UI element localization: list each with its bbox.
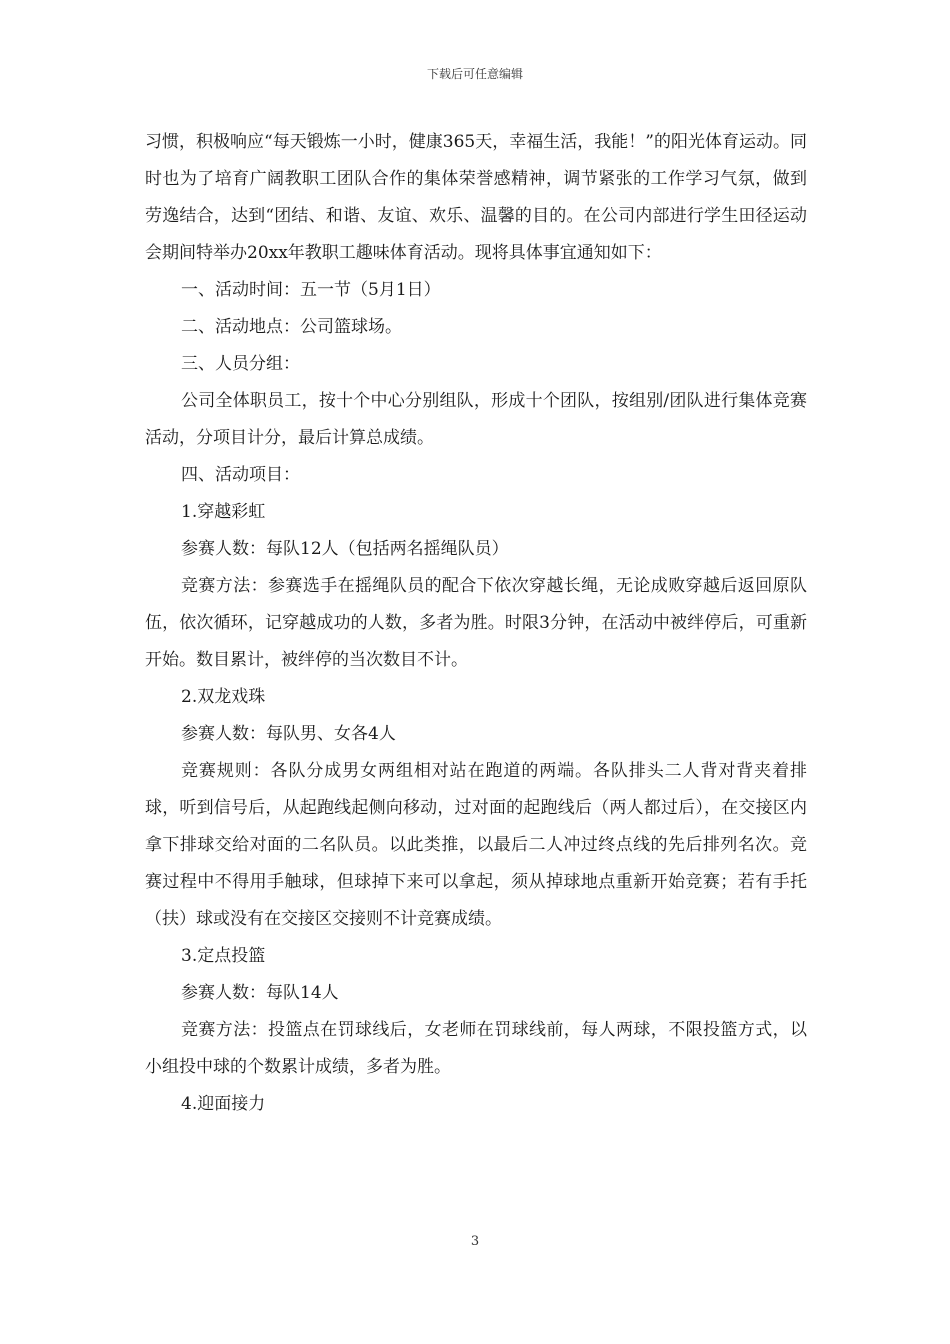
page-number: 3 [470,1234,480,1249]
paragraph-event-4-title: 4.迎面接力 [181,1094,266,1114]
paragraph-event-1-method: 竞赛方法：参赛选手在摇绳队员的配合下依次穿越长绳，无论成败穿越后返回原队伍，依次循环，记穿越成功的人数，多者为胜。时限3分钟，在活动中被绊停后，可重新开始。数目累计，被绊停的当次数目不计。 [145,576,807,670]
paragraph-event-3-participants: 参赛人数：每队14人 [181,983,339,1003]
paragraph-event-1-participants: 参赛人数：每队12人（包括两名摇绳队员） [181,539,509,559]
paragraph-grouping-heading: 三、人员分组： [181,354,300,374]
paragraph-activity-time: 一、活动时间：五一节（5月1日） [181,280,441,300]
paragraph-activity-location: 二、活动地点：公司篮球场。 [181,317,402,337]
paragraph-intro: 习惯，积极响应“每天锻炼一小时，健康365天，幸福生活，我能！”的阳光体育运动。同时也为了培育广阔教职工团队合作的集体荣誉感精神，调节紧张的工作学习气氛，做到劳逸结合，达到“团结、和谐、友谊、欢乐、温馨的目的。在公司内部进行学生田径运动会期间特举办20xx年教职工趣味体育活动。现将具体事宜通知如下： [145,132,807,263]
page-header: 下载后可任意编辑 [426,67,523,81]
paragraph-event-2-title: 2.双龙戏珠 [181,687,266,707]
paragraph-event-3-title: 3.定点投篮 [181,946,266,966]
paragraph-event-3-method: 竞赛方法：投篮点在罚球线后，女老师在罚球线前，每人两球，不限投篮方式，以小组投中球的个数累计成绩，多者为胜。 [145,1020,807,1077]
paragraph-event-1-title: 1.穿越彩虹 [181,502,266,522]
document-body [145,124,807,1123]
paragraph-grouping-detail: 公司全体职员工，按十个中心分别组队，形成十个团队，按组别/团队进行集体竞赛活动，分项目计分，最后计算总成绩。 [145,391,807,448]
paragraph-event-2-rules: 竞赛规则：各队分成男女两组相对站在跑道的两端。各队排头二人背对背夹着排球，听到信号后，从起跑线起侧向移动，过对面的起跑线后（两人都过后），在交接区内拿下排球交给对面的二名队员。以此类推，以最后二人冲过终点线的先后排列名次。竞赛过程中不得用手触球，但球掉下来可以拿起，须从掉球地点重新开始竞赛；若有手托（扶）球或没有在交接区交接则不计竞赛成绩。 [145,761,807,929]
paragraph-events-heading: 四、活动项目： [181,465,300,485]
paragraph-event-2-participants: 参赛人数：每队男、女各4人 [181,724,396,744]
